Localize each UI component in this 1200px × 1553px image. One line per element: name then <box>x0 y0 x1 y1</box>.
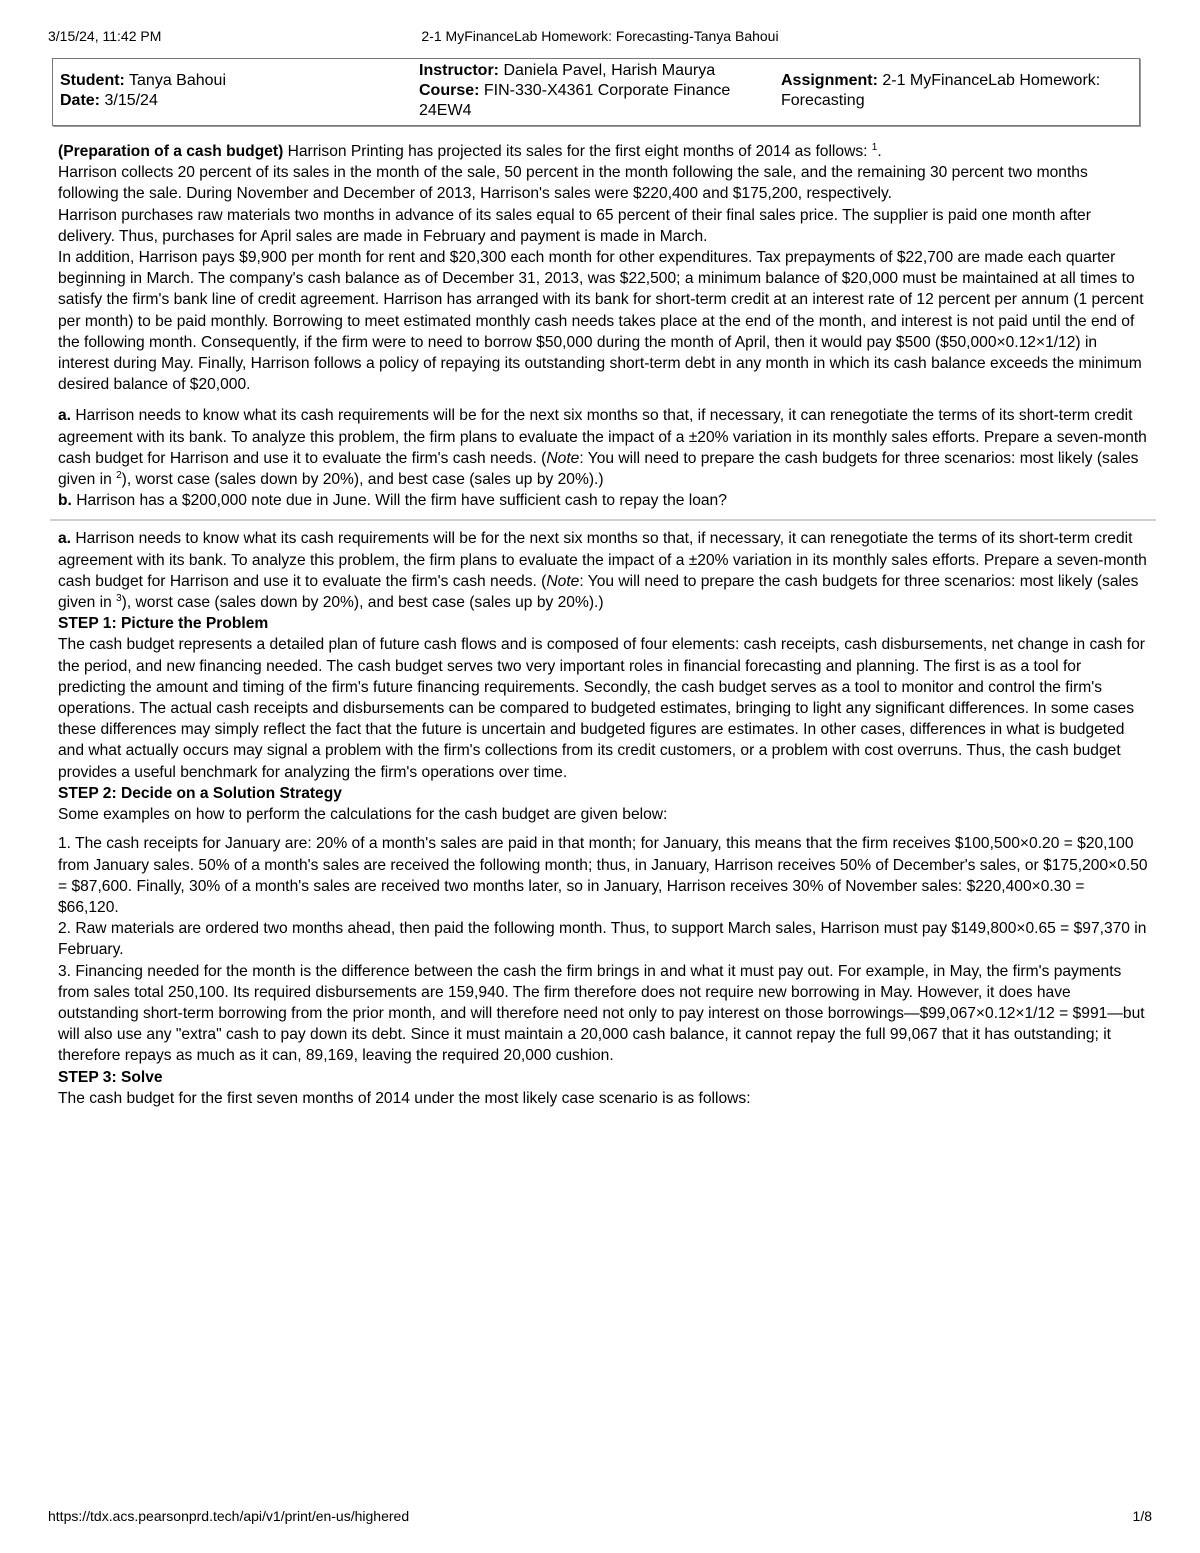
source-url: https://tdx.acs.pearsonprd.tech/api/v1/print/en-us/highered <box>48 1508 410 1524</box>
date-value: 3/15/24 <box>104 92 158 109</box>
student-label: Student: <box>60 72 125 89</box>
student-name: Tanya Bahoui <box>129 72 226 89</box>
assignment-info <box>781 71 1131 111</box>
course-name: FIN-330-X4361 Corporate Finance 24EW4 <box>419 82 731 119</box>
step1-text: The cash budget represents a detailed plan of future cash flows and is composed of four elements: cash receipts, cash disbursements, net change in cash for the period, and new financing needed. The cash budget serves two very important roles in financial forecasting and planning. The first is as a tool for predicting the amount and timing of the firm's future financing requirements. Secondly, the cash budget serves as a tool to monitor and control the firm's operations. The actual cash receipts and disbursements can be compared to budgeted estimates, bringing to light any significant differences. In some cases these differences may simply reflect the fact that the future is uncertain and budgeted figures are estimates. In other cases, differences in what is budgeted and what actually occurs may signal a problem with the firm's collections from its credit customers, or a problem with cost overruns. Thus, the cash budget provides a useful benchmark for analyzing the firm's operations over time. <box>58 636 1145 781</box>
problem-purchases: Harrison purchases raw materials two months in advance of its sales equal to 65 percent of their final sales price. The supplier is paid one month after delivery. Thus, purchases for April sales are made in February and payment is made in March. <box>58 206 1091 245</box>
instructor-label: Instructor: <box>419 62 499 79</box>
footnote-ref: 1 <box>871 141 878 153</box>
problem-heading: (Preparation of a cash budget) <box>58 143 284 160</box>
solution-question-a: a. Harrison needs to know what its cash requirements will be for the next six months so that, if necessary, it can renegotiate the terms of its short-term credit agreement with its bank. To analyze this problem, the firm plans to evaluate the impact of a ±20% variation in its monthly sales efforts. Prepare a seven-month cash budget for Harrison and use it to evaluate the firm's cash needs. (Note: You will need to prepare the cash budgets for three scenarios: most likely (sales given in $^3$), worst case (sales down by 20%), and best case (sales up by 20%).) <box>58 530 1147 612</box>
course-label: Course: <box>419 82 480 99</box>
step2-item-1: 1. The cash receipts for January are: 20% of a month's sales are paid in that month; for January, this means that the firm receives $100,500×0.20 = $20,100 from January sales. 50% of a month's sales are received the following month; thus, in January, Harrison receives 50% of December's sales, or $175,200×0.50 = $87,600. Finally, 30% of a month's sales are received two months later, so in January, Harrison receives 30% of November sales: $220,400×0.30 = $66,120. <box>58 835 1148 916</box>
problem-collections: Harrison collects 20 percent of its sales in the month of the sale, 50 percent in the month following the sale, and the remaining 30 percent two months following the sale. During November and December of 2013, Harrison's sales were $220,400 and $175,200, respectively. <box>58 164 1088 203</box>
step2-intro: Some examples on how to perform the calculations for the cash budget are given below: <box>58 806 668 824</box>
step1-heading: STEP 1: Picture the Problem <box>58 615 269 633</box>
step3-text: The cash budget for the first seven months of 2014 under the most likely case scenario is as follows: <box>58 1089 751 1107</box>
question-a: a. Harrison needs to know what its cash requirements will be for the next six months so that, if necessary, it can renegotiate the terms of its short-term credit agreement with its bank. To analyze this problem, the firm plans to evaluate the impact of a ±20% variation in its monthly sales efforts. Prepare a seven-month cash budget for Harrison and use it to evaluate the firm's cash needs. (Note: You will need to prepare the cash budgets for three scenarios: most likely (sales given in $^2$), worst case (sales down by 20%), and best case (sales up by 20%).) <box>58 407 1147 489</box>
step2-item-3: 3. Financing needed for the month is the difference between the cash the firm brings in and what it must pay out. For example, in May, the firm's payments from sales total 250,100. Its required disbursements are 159,940. The firm therefore does not require new borrowing in May. However, it does have outstanding short-term borrowing from the prior month, and will therefore need not only to pay interest on those borrowings—$99,067×0.12×1/12 = $991—but will also use any "extra" cash to pay down its debt. Since it must maintain a 20,000 cash balance, it cannot repay the full 99,067 that it has outstanding; it therefore repays as much as it can, 89,169, leaving the required 20,000 cushion. <box>58 962 1145 1065</box>
instructor-names: Daniela Pavel, Harish Maurya <box>503 62 716 79</box>
assignment-label: Assignment: <box>781 72 878 89</box>
page-number: 1/8 <box>1132 1508 1152 1524</box>
date-label: Date: <box>60 92 101 109</box>
problem-intro: (Preparation of a cash budget) Harrison Printing has projected its sales for the first eight months of 2014 as follows: $^1$. <box>58 141 882 160</box>
step3-heading: STEP 3: Solve <box>58 1068 163 1086</box>
footnote-ref: 2 <box>116 469 122 481</box>
assignment-name: 2-1 MyFinanceLab Homework: Forecasting <box>781 72 1101 109</box>
step2-heading: STEP 2: Decide on a Solution Strategy <box>58 784 342 802</box>
footnote-ref: 3 <box>116 592 122 604</box>
problem-expenses: In addition, Harrison pays $9,900 per month for rent and $20,300 each month for other expenditures. Tax prepayments of $22,700 are made each quarter beginning in March. The company's cash balance as of December 31, 2013, was $22,500; a minimum balance of $20,000 must be maintained at all times to satisfy the firm's bank line of credit agreement. Harrison has arranged with its bank for short-term credit at an interest rate of 12 percent per annum (1 percent per month) to be paid monthly. Borrowing to meet estimated monthly cash needs takes place at the end of the month, and interest is not paid until the end of the following month. Consequently, if the firm were to need to borrow $50,000 during the month of April, then it would pay $500 ($50,000×0.12×1/12) in interest during May. Finally, Harrison follows a policy of repaying its outstanding short-term debt in any month in which its cash balance exceeds the minimum desired balance of $20,000. <box>58 249 1144 394</box>
print-header <box>48 28 1152 48</box>
question-b: b. Harrison has a $200,000 note due in June. Will the firm have sufficient cash to repay the loan? <box>58 492 727 510</box>
step2-item-2: 2. Raw materials are ordered two months ahead, then paid the following month. Thus, to support March sales, Harrison must pay $149,800×0.65 = $97,370 in February. <box>58 920 1147 959</box>
section-divider <box>50 519 1156 521</box>
course-info <box>419 61 769 121</box>
homework-content <box>58 141 1148 1109</box>
print-datetime: 3/15/24, 11:42 PM <box>48 28 162 44</box>
student-info <box>60 71 226 111</box>
print-title: 2-1 MyFinanceLab Homework: Forecasting-Tanya Bahoui <box>421 28 779 44</box>
assignment-info-box <box>52 58 1140 126</box>
